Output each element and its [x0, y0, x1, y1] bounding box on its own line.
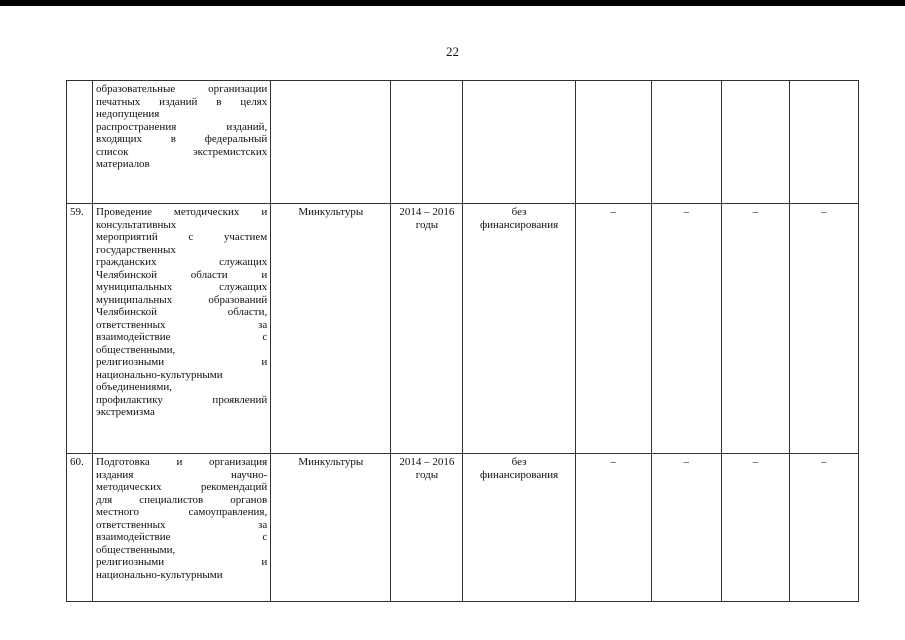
measure-name-line: для специалистов органов: [96, 493, 268, 506]
period-range: 2014 – 2016: [399, 456, 455, 468]
row-number-cell: 60.: [67, 454, 93, 602]
funding-line: финансирования: [479, 468, 559, 481]
period-cell: [391, 81, 463, 204]
measure-name-line: список экстремистских: [96, 145, 268, 158]
executor-cell: Минкультуры: [271, 204, 391, 454]
measure-name-line: религиозными и: [96, 556, 268, 568]
value-cell: –: [721, 204, 789, 454]
period-cell: [391, 204, 463, 454]
measure-name-line: взаимодействие с: [96, 531, 268, 543]
measure-name-line: муниципальных служащих: [96, 281, 268, 293]
measure-name-line: ответственных за: [96, 318, 268, 331]
measure-name-line: Проведение методических и: [96, 206, 268, 218]
measure-name-line: ответственных за: [96, 518, 268, 531]
measure-name-cell: [93, 81, 271, 204]
funding-source-cell: [463, 454, 575, 602]
measure-name-line: Подготовка и организация: [96, 456, 268, 468]
funding-line: финансирования: [479, 218, 559, 231]
value-cell: [651, 81, 721, 204]
value-cell: –: [575, 204, 651, 454]
executor-cell: [271, 81, 391, 204]
period-range: 2014 – 2016: [399, 206, 455, 218]
funding-source-cell: [463, 81, 575, 204]
measure-name-line: экстремизма: [96, 406, 155, 418]
table-row: [67, 454, 859, 602]
value-cell: [575, 81, 651, 204]
measure-name-line: национально-культурными: [96, 368, 223, 381]
measure-name-line: общественными,: [96, 543, 176, 556]
period-cell: [391, 454, 463, 602]
measure-name-line: образовательные организации: [96, 83, 268, 95]
executor-cell: Минкультуры: [271, 454, 391, 602]
measure-name-line: материалов: [96, 158, 150, 170]
measure-name-line: издания научно-: [96, 468, 268, 481]
funding-line: без: [511, 206, 527, 218]
value-cell: –: [575, 454, 651, 602]
value-cell: –: [651, 454, 721, 602]
funding-source-cell: [463, 204, 575, 454]
measure-name-line: входящих в федеральный: [96, 133, 268, 145]
measure-name-line: общественными,: [96, 343, 176, 356]
measure-name-line: объединениями,: [96, 381, 172, 393]
measure-name-line: распространения изданий,: [96, 120, 268, 133]
measures-table: [66, 80, 859, 602]
measure-name-line: национально-культурными: [96, 568, 223, 581]
period-unit: годы: [415, 218, 439, 231]
period-unit: годы: [415, 468, 439, 481]
measure-name-line: недопущения: [96, 108, 160, 120]
measure-name-line: консультативных: [96, 218, 177, 231]
page-number: 22: [446, 44, 459, 59]
row-number-cell: 59.: [67, 204, 93, 454]
table-row: [67, 204, 859, 454]
table-row: [67, 81, 859, 204]
measure-name-line: муниципальных образований: [96, 293, 268, 306]
value-cell: [721, 81, 789, 204]
row-number-cell: [67, 81, 93, 204]
measure-name-line: гражданских служащих: [96, 256, 268, 268]
funding-line: без: [511, 456, 527, 468]
measure-name-line: Челябинской области,: [96, 306, 268, 318]
measure-name-cell: [93, 454, 271, 602]
value-cell: –: [651, 204, 721, 454]
measure-name-line: государственных: [96, 243, 176, 256]
measure-name-line: взаимодействие с: [96, 331, 268, 343]
measure-name-line: печатных изданий в целях: [96, 95, 268, 108]
measure-name-line: профилактику проявлений: [96, 393, 268, 406]
value-cell: –: [721, 454, 789, 602]
measure-name-line: мероприятий с участием: [96, 231, 268, 243]
measure-name-line: местного самоуправления,: [96, 506, 268, 518]
measure-name-line: Челябинской области и: [96, 268, 268, 281]
measure-name-line: методических рекомендаций: [96, 481, 268, 493]
value-cell: –: [789, 454, 858, 602]
measure-name-line: религиозными и: [96, 356, 268, 368]
scan-top-edge: [0, 0, 905, 6]
value-cell: –: [789, 204, 858, 454]
value-cell: [789, 81, 858, 204]
measure-name-cell: [93, 204, 271, 454]
